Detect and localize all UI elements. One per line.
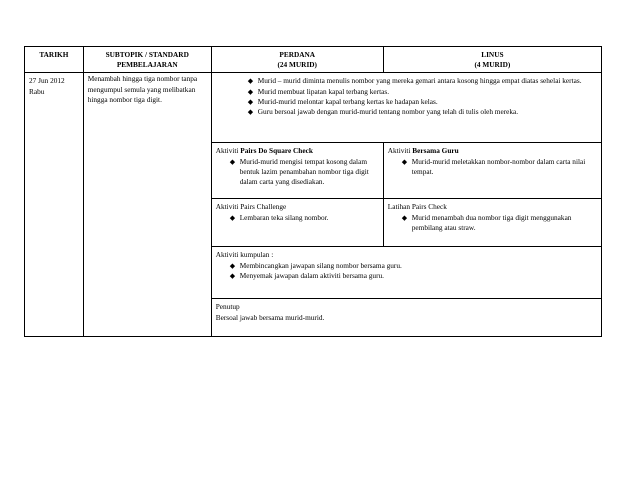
lesson-plan-table xyxy=(24,46,602,337)
bullet-icon: ◆ xyxy=(247,77,254,86)
list-item: ◆ Membincangkan jawapan silang nombor bersama guru. xyxy=(229,260,402,270)
bullet-icon: ◆ xyxy=(229,271,236,280)
subtopik-cell xyxy=(83,73,211,337)
bullet-icon: ◆ xyxy=(229,213,236,222)
closing-cell: Penutup Bersoal jawab bersama murid-murid. xyxy=(211,299,601,337)
activity1-linus-cell: Aktiviti Bersama Guru ◆ Murid-murid meletakkan nombor-nombor dalam carta nilai tempat. xyxy=(383,143,601,199)
list-item: ◆ Menyemak jawapan dalam aktiviti bersama guru. xyxy=(229,270,384,280)
activity2-perdana-list xyxy=(216,213,379,223)
list-item: ◆ Murid – murid diminta menulis nombor yang mereka gemari antara kosong hingga empat diatas sehelai kertas. xyxy=(247,76,582,86)
list-item: ◆ Murid menambah dua nombor tiga digit menggunakan pembilang atau straw. xyxy=(401,212,572,232)
date-cell xyxy=(25,73,84,337)
list-item: ◆ Lembaran teka silang nombor. xyxy=(229,212,329,222)
bullet-icon: ◆ xyxy=(247,97,254,106)
subtopik-text: Menambah hingga tiga nombor tanpa mengumpul semula yang melibatkan hingga nombor tiga digit. xyxy=(87,74,198,104)
date-weekday: Rabu xyxy=(29,86,45,96)
activity2-linus-list xyxy=(388,213,597,233)
list-item: ◆ Murid-murid melontar kapal terbang kertas ke hadapan kelas. xyxy=(247,96,438,106)
group-activity-list xyxy=(216,261,597,281)
list-item: ◆ Guru bersoal jawab dengan murid-murid tentang nombor yang telah di tulis oleh mereka. xyxy=(247,107,519,117)
header-linus: LINUS (4 MURID) xyxy=(383,47,601,73)
bullet-icon: ◆ xyxy=(229,157,236,166)
bullet-icon: ◆ xyxy=(401,157,408,166)
activity1-perdana-list xyxy=(216,157,379,188)
header-tarikh: TARIKH xyxy=(25,47,84,73)
header-subtopik: SUBTOPIK / STANDARD PEMBELAJARAN xyxy=(83,47,211,73)
intro-row xyxy=(25,73,602,143)
list-item: ◆ Murid membuat lipatan kapal terbang kertas. xyxy=(247,86,390,96)
activity1-perdana-cell: Aktiviti Pairs Do Square Check ◆ Murid-murid mengisi tempat kosong dalam bentuk lazim penambahan nombor tiga digit dalam carta yang disediakan. xyxy=(211,143,383,199)
bullet-icon: ◆ xyxy=(247,108,254,117)
activity1-linus-list xyxy=(388,157,597,177)
list-item: ◆ Murid-murid mengisi tempat kosong dalam bentuk lazim penambahan nombor tiga digit dalam carta yang disediakan. xyxy=(229,156,369,187)
list-item: ◆ Murid-murid meletakkan nombor-nombor dalam carta nilai tempat. xyxy=(401,156,586,176)
activity2-linus-cell: Latihan Pairs Check ◆ Murid menambah dua nombor tiga digit menggunakan pembilang atau straw. xyxy=(383,199,601,247)
bullet-icon: ◆ xyxy=(247,87,254,96)
bullet-icon: ◆ xyxy=(229,261,236,270)
bullet-icon: ◆ xyxy=(401,213,408,222)
intro-cell xyxy=(211,73,601,143)
group-activity-cell: Aktiviti kumpulan : ◆ Membincangkan jawapan silang nombor bersama guru. ◆ Menyemak jawapan dalam aktiviti bersama guru. xyxy=(211,247,601,299)
activity2-perdana-cell: Aktiviti Pairs Challenge ◆ Lembaran teka silang nombor. xyxy=(211,199,383,247)
date-day: 27 Jun 2012 xyxy=(29,76,65,86)
header-row xyxy=(25,47,602,73)
header-perdana: PERDANA (24 MURID) xyxy=(211,47,383,73)
intro-list xyxy=(216,76,597,117)
